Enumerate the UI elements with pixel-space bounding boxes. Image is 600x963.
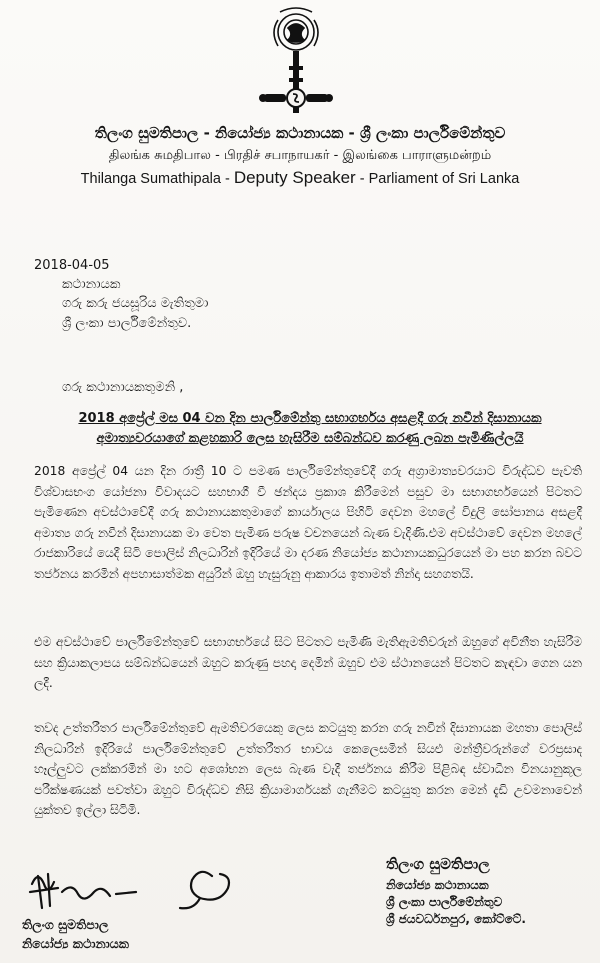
sri-lanka-emblem-mace-icon (258, 6, 334, 118)
body-paragraph: තවද උත්තරීතර පාර්ලිමේන්තුවේ ඇමතිවරයෙකු ලෙස කටයුතු කරන ගරු නවීන් දිසානායක මහතා පොලිස් නිලධාරින් ඉදිරියේ පාර්ලිමේන්තුවේ උත්තරීතර භාවය කෙලෙසමින් සියළු මන්ත්‍රීවරුන්ගේ වරප්‍රසාද හෑල්ලුවට ලක්කරමින් මා හට අශෝභන ලෙස බැණ වැදී තර්ජනය කිරීම පිළිබඳ ස්වාධීන විනයානුකූල පරීක්ෂණයක් පවත්වා ඔහුට විරුද්ධව නිසි ක්‍රියාමාර්ගයක් ගැනීමට කටයුතු කරන මෙන් දැඩි උවමනාවෙන් යුක්තව ඉල්ලා සිටිමි. (34, 721, 582, 817)
signature-block-right (386, 855, 576, 928)
letterhead-english-institution: - Parliament of Sri Lanka (355, 171, 520, 187)
salutation: ගරු කථානායකතුමනි , (62, 380, 184, 395)
signatory-title: නියෝජ්‍ය කථානායක (386, 878, 489, 892)
subject-line: 2018 අප්‍රේල් මස 04 වන දින පාර්ලිමේන්තු සභාගර්භය අසළදී ගරු නවීන් දිසානායක (78, 411, 542, 426)
signatory-name: තිලංග සුමතිපාල (386, 855, 490, 873)
letter-date: 2018-04-05 (34, 258, 110, 273)
subject-line: අමාත්‍යවරයාගේ කළහකාරි ලෙස හැසිරීම සම්බන්ධව කරණු ලබන පැමිණිල්ලයි (96, 431, 524, 446)
signatory-name: තිලංග සුමතිපාල (22, 917, 109, 932)
letterhead-tamil: திலங்க சுமதிபால - பிரதிச் சபாநாயகர் - இலங்கை பாராளுமன்றம் (108, 148, 492, 163)
signature-block-left (22, 915, 129, 953)
body-paragraph: එම අවස්ථාවේ පාර්ලිමේන්තුවේ සභාගර්භයේ සිට පිටතට පැමිණි මැතිඇමතිවරුන් ඔහුගේ අවිනීත හැසිරීම සහ ක්‍රියාකලාපය සම්බන්ධයෙන් ඔහුට කරුණු පහදා දෙමින් ඔහුව එම ස්ථානයෙන් පිටතට කැඳවා ගෙන යන ලදී. (34, 635, 582, 690)
addressee-line: කථානායක (62, 277, 121, 292)
signatory-institution: ශ්‍රී ලංකා පාර්ලිමේන්තුව (386, 895, 503, 909)
letterhead-english-title: Deputy Speaker (233, 168, 356, 187)
body-paragraph: 2018 අප්‍රේල් 04 යන දින රාත්‍රී 10 ට පමණ පාර්ලිමේන්තුවේදී ගරු අග්‍රාමාත්‍යවරයාට විරුද්ධව පැවති විශ්වාසභංග යෝජනා විවාදයට සහභාගී වී ඡන්දය ප්‍රකාශ කිරීමෙන් පසුව මා සභාගර්භයෙන් පිටතට පැමිණෙන අවස්ථාවේදී ගරු කථානායකතුමාගේ කාර්යාලය පිහිටි දෙවන මහලේ විදුලි සෝපානය අසළදී අමාත්‍ය ගරු නවීන් දිසානායක මා වෙත පැමිණ පරුෂ වචනයෙන් බැණ වැදිණි.එම අවස්ථාවේ දෙවන මහලේ රාජකාරියේ යෙදී සිටි පොලිස් නිලධාරින් ඉදිරියේ මා දරණ නියෝජ්‍ය කථානායකධුරයෙන් මා පහ කරන බවට තර්ජනය කරමින් අපහාසාත්මක අයුරින් ඔහු හැසුරුනු ආකාරය ඉතාමත් නින්දා සහගතයි. (34, 464, 582, 581)
handwritten-signature-icon (24, 862, 264, 920)
signatory-title: නියෝජ්‍ය කථානායක (22, 936, 129, 951)
addressee-line: ගරු කරු ජයසූරිය මැතිතුමා (62, 296, 209, 311)
letterhead-english-name: Thilanga Sumathipala - (80, 171, 234, 187)
signatory-address: ශ්‍රී ජයවර්ධනපුර, කෝට්ටේ. (386, 912, 526, 926)
addressee-line: ශ්‍රී ලංකා පාර්ලිමේන්තුව. (62, 316, 192, 331)
letterhead-sinhala: තිලංග සුමතිපාල - නියෝජ්‍ය කථානායක - ශ්‍රී ලංකා පාර්ලිමේන්තුව (94, 124, 506, 142)
letterhead-english (0, 168, 600, 188)
